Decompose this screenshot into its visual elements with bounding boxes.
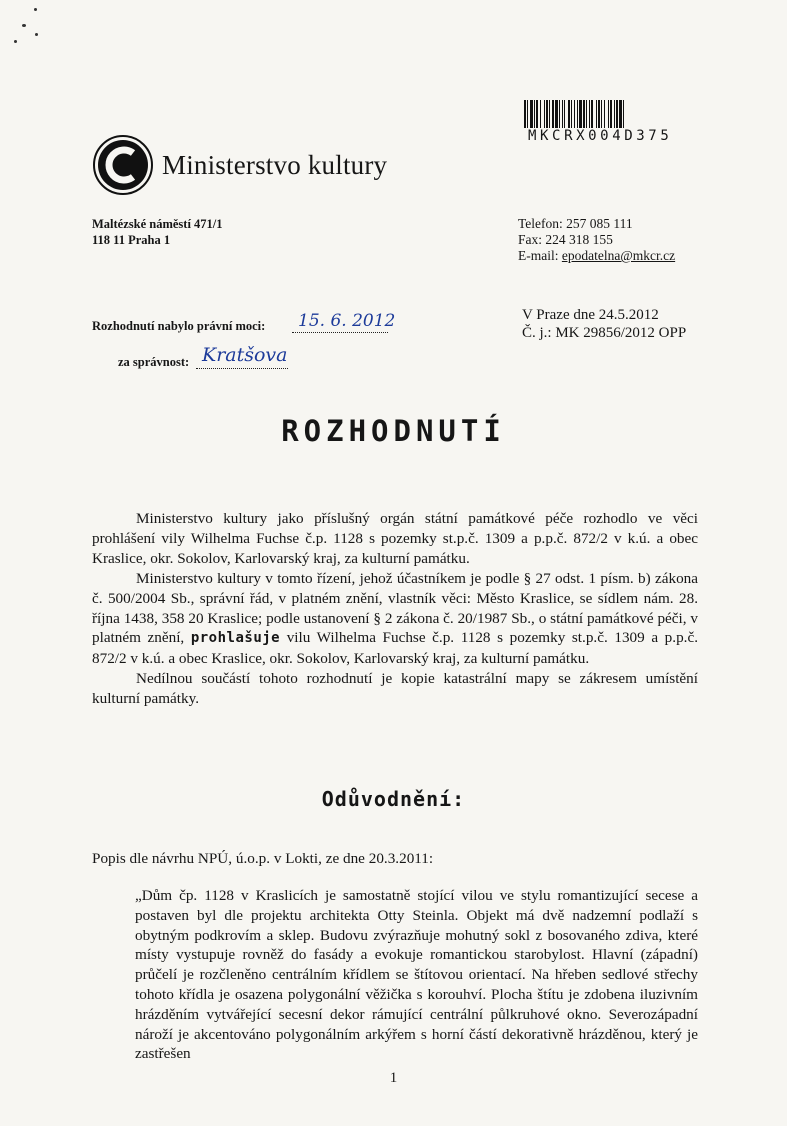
email-label: E-mail: <box>518 248 562 263</box>
signature: Kratšova <box>202 344 288 366</box>
decision-title: ROZHODNUTÍ <box>281 414 506 448</box>
date: V Praze dne 24.5.2012 <box>522 307 659 323</box>
decision-verb-bold: prohlašuje <box>190 630 281 647</box>
decision-paragraph-1 <box>92 509 698 568</box>
ministry-name: Ministerstvo kultury <box>162 150 388 180</box>
effective-label: Rozhodnutí nabylo právní moci: <box>92 319 266 333</box>
scan-speck <box>34 8 37 11</box>
justification-title: Odůvodnění: <box>321 787 466 811</box>
barcode-bar <box>623 100 624 128</box>
scan-speck <box>35 33 38 36</box>
decision-paragraph-2-after: vilu Wilhelma Fuchse č.p. 1128 s pozemky st.p.č. 1309 a p.p.č. 872/2 v k.ú. a obec Kraslice, okr. Sokolov, Karlovarský kraj, za kulturní památku. <box>92 629 698 668</box>
barcode <box>524 100 694 128</box>
decision-paragraph-2 <box>92 569 698 669</box>
address-line-2: 118 11 Praha 1 <box>92 233 171 247</box>
correctness-label: za správnost: <box>118 355 190 369</box>
ministry-logo-icon <box>92 134 154 196</box>
reference-number: Č. j.: MK 29856/2012 OPP <box>522 325 687 341</box>
effective-date-handwritten: 15. 6. 2012 <box>298 311 396 331</box>
dateline <box>522 306 686 342</box>
page-number: 1 <box>389 1070 398 1086</box>
decision-paragraph-3-text: Nedílnou součástí tohoto rozhodnutí je kopie katastrální mapy se zákresem umístění kulturní památky. <box>92 670 698 707</box>
barcode-text: MKCRX004D375 <box>528 128 673 144</box>
scan-speck <box>14 40 17 43</box>
email-link[interactable]: epodatelna@mkcr.cz <box>561 248 676 263</box>
effective-dotted-line <box>292 332 388 333</box>
fax: Fax: 224 318 155 <box>518 232 613 247</box>
decision-paragraph-1-text: Ministerstvo kultury jako příslušný orgán státní památkové péče rozhodlo ve věci prohlášení vily Wilhelma Fuchse č.p. 1128 s pozemky st.p.č. 1309 a p.p.č. 872/2 v k.ú. a obec Kraslice, okr. Sokolov, Karlovarský kraj, za kulturní památku. <box>92 510 698 567</box>
phone: Telefon: 257 085 111 <box>518 216 633 231</box>
scan-speck <box>22 24 26 27</box>
address-line-1: Maltézské náměstí 471/1 <box>92 217 223 231</box>
email-line <box>518 248 675 264</box>
decision-paragraph-3 <box>92 669 698 709</box>
justification-intro: Popis dle návrhu NPÚ, ú.o.p. v Lokti, ze dne 20.3.2011: <box>92 850 434 867</box>
correctness-dotted-line <box>196 368 288 369</box>
decision-paragraph-2-before: Ministerstvo kultury v tomto řízení, jehož účastníkem je podle § 27 odst. 1 písm. b) zákona č. 500/2004 Sb., správní řád, v platném znění, vlastník věci: Město Kraslice, se sídlem nám. 28. října 1438, 358 20 Kraslice; podle ustanovení § 2 zákona č. 20/1987 Sb., o státní památkové péči, v platném znění, <box>92 570 698 647</box>
justification-quote: „Dům čp. 1128 v Kraslicích je samostatně stojící vilou ve stylu romantizující secese a postaven byl dle projektu architekta Otty Steinla. Objekt má dvě nadzemní podlaží s obytným podkrovím a sklep. Budovu zvýrazňuje mohutný sokl z bosovaného zdiva, které místy vystupuje rovněž do fasády a evokuje romantickou starobylost. Hlavní (západní) průčelí je rozčleněno centrálním křídlem se štítovou orientací. Na hřeben sedlové střechy tohoto křídla je osazena polygonální věžička s korouhví. Plocha štítu je zdobena iluzivním hrázděním vytvářející secesní dekor rámující centrální půlkruhové okno. Severozápadní nároží je akcentováno polygonálním arkýřem s horní částí dekorativně hrázděnou, který je zastřešen <box>135 887 698 1063</box>
